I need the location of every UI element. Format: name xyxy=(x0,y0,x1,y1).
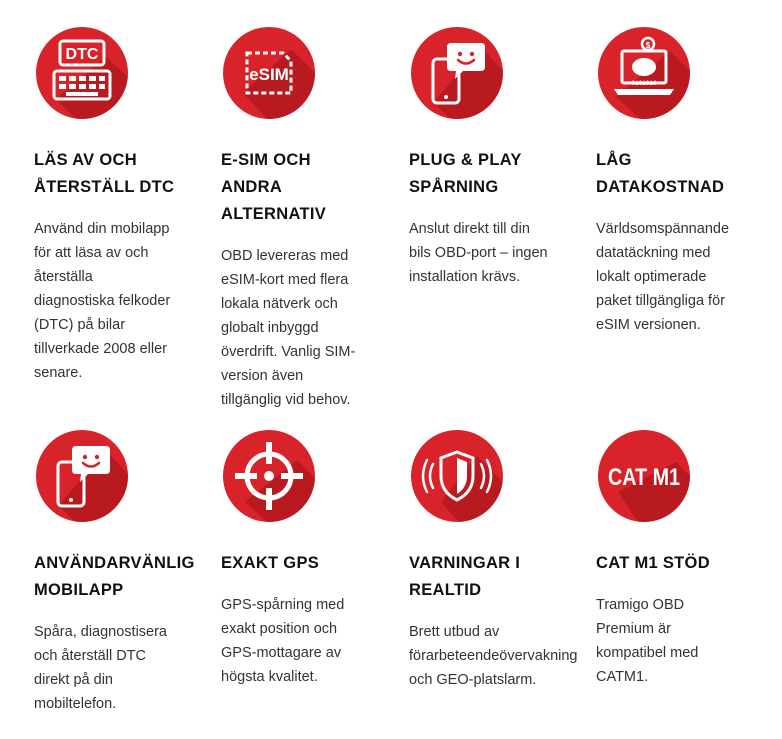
feature-title: CAT M1 STÖD xyxy=(596,554,710,572)
feature-description: OBD levereras med eSIM-kort med flera lokala nätverk och globalt inbyggd överdrift. Vanlig SIM- version även tillgänglig vid behov. xyxy=(221,248,356,408)
esim-card-icon xyxy=(223,27,315,119)
feature-description: GPS-spårning med exakt position och GPS-mottagare av högsta kvalitet. xyxy=(221,597,345,685)
shield-alert-icon xyxy=(411,430,503,522)
svg-text:CAT M1: CAT M1 xyxy=(608,464,680,491)
feature-title: E-SIM OCH ANDRA ALTERNATIV xyxy=(221,151,327,223)
feature-plug-play xyxy=(409,27,589,117)
feature-description: Världsomspännande datatäckning med lokalt optimerade paket tillgängliga för eSIM versionen. xyxy=(596,221,730,333)
feature-realtime-alerts xyxy=(409,430,589,520)
piggy-bank-laptop-icon xyxy=(598,27,690,119)
svg-text:0101010: 0101010 xyxy=(631,80,657,87)
feature-description: Brett utbud av förarbeteendeövervakning och GEO-platslarm. xyxy=(409,624,578,688)
feature-title: EXAKT GPS xyxy=(221,554,320,572)
feature-exact-gps xyxy=(221,430,401,520)
phone-chat-icon xyxy=(411,27,503,119)
feature-title: PLUG & PLAY SPÅRNING xyxy=(409,151,522,196)
feature-description: Tramigo OBD Premium är kompatibel med CATM1. xyxy=(596,597,699,685)
feature-title: LÅG DATAKOSTNAD xyxy=(596,151,725,196)
feature-esim xyxy=(221,27,401,117)
svg-text:$: $ xyxy=(645,41,651,50)
feature-user-friendly-app xyxy=(34,430,214,520)
svg-text:DTC: DTC xyxy=(65,46,99,63)
feature-title: LÄS AV OCH ÅTERSTÄLL DTC xyxy=(34,151,175,196)
phone-chat-icon xyxy=(36,430,128,522)
feature-low-data-cost xyxy=(596,27,776,117)
cat-m1-text-icon xyxy=(598,430,690,522)
feature-title: ANVÄNDARVÄNLIG MOBILAPP xyxy=(34,554,195,599)
feature-description: Anslut direkt till din bils OBD-port – ingen installation krävs. xyxy=(409,221,548,285)
feature-description: Använd din mobilapp för att läsa av och återställa diagnostiska felkoder (DTC) på bilar tillverkade 2008 eller senare. xyxy=(34,221,171,381)
feature-cat-m1 xyxy=(596,430,776,520)
svg-text:eSIM: eSIM xyxy=(249,65,289,84)
feature-title: VARNINGAR I REALTID xyxy=(409,554,521,599)
dtc-keyboard-icon xyxy=(36,27,128,119)
crosshair-target-icon xyxy=(223,430,315,522)
feature-description: Spåra, diagnostisera och återställ DTC direkt på din mobiltelefon. xyxy=(34,624,167,712)
